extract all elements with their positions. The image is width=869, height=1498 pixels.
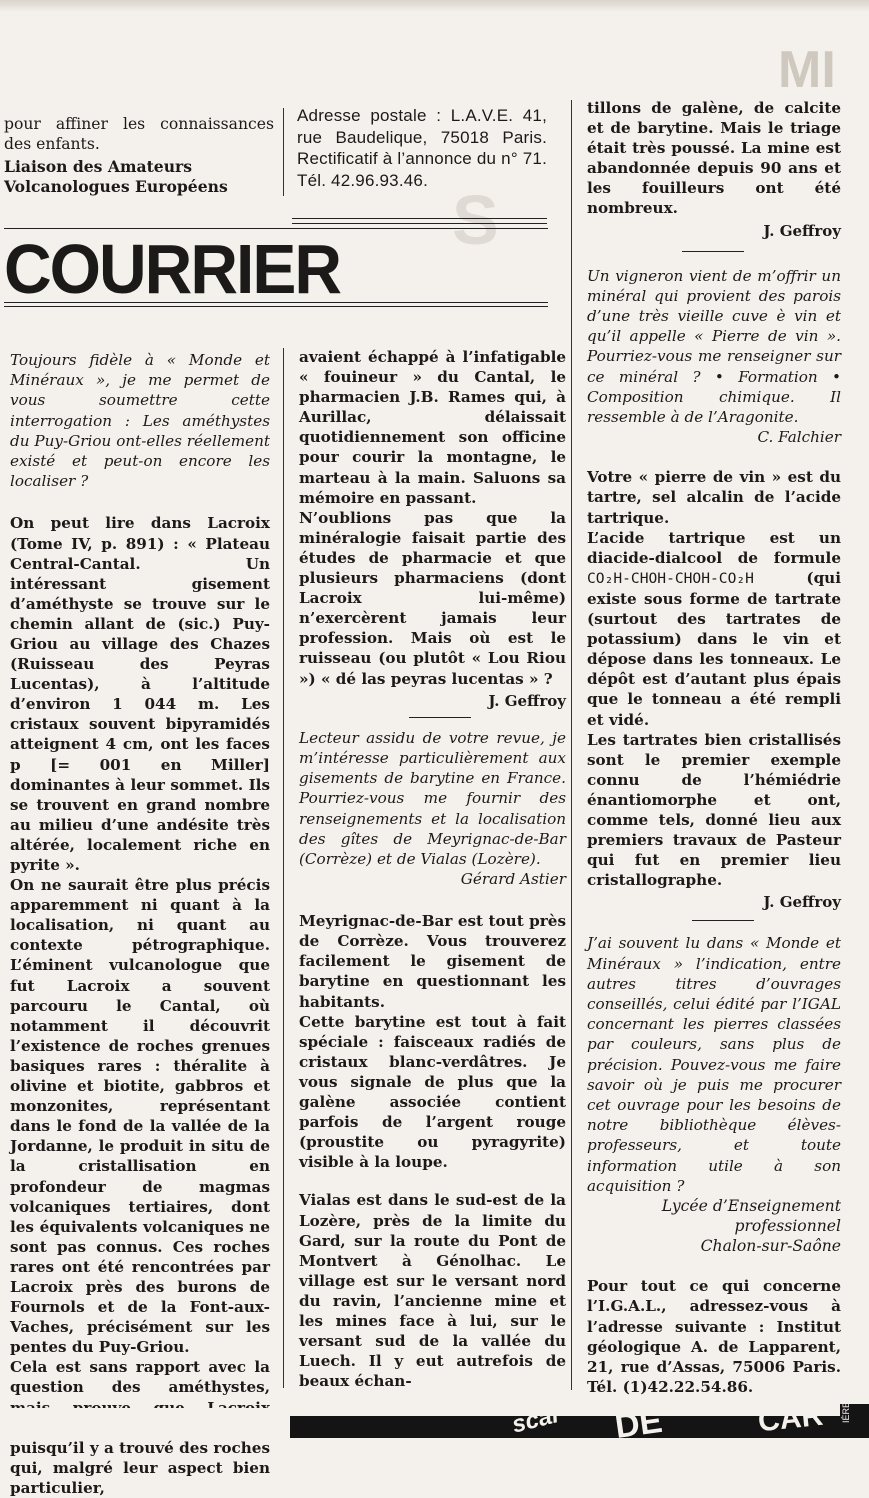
answer-paragraph: Cela est sans rapport avec la question des améthystes, puisqu’il y a trouvé des roches qui, malgré leur aspect bien particulier, <box>10 1358 270 1497</box>
chemical-formula: CO₂H-CHOH-CHOH-CO₂H <box>587 569 754 587</box>
answer-paragraph: On peut lire dans Lacroix (Tome IV, p. 891) : « Plateau Central-Cantal. Un intéressant gisement d’améthyste se trouve sur le chemin allant de (sic.) Puy-Griou au village des Chazes (Ruisseau des Peyras Lucentas), à l’altitude d’environ 1 044 m. Les cristaux souvent bipyramidés atteignent 4 cm, ont les faces p [= 001 en Miller] dominantes à leur sommet. Ils se trouvent en grand nombre au milieu d’une andésite très altérée, localement riche en pyrite ». <box>10 514 270 875</box>
column-rule <box>571 100 572 1390</box>
answer-paragraph: Meyrignac-de-Bar est tout près de Corrèze. Vous trouverez facilement le gisement de barytine en questionnant les habitants. <box>299 912 566 1011</box>
question-signature: Lycée d’Enseignement <box>661 1197 841 1216</box>
bleed-through-mark: S <box>452 181 499 259</box>
answer-text: (qui existe sous forme de tartrate (surtout des tartrates de potassium) dans le vin et dépose dans les tonneaux. Le dépôt est d’autant plus épais que le tonneau a été rempli et vidé. <box>587 568 841 729</box>
column-rule <box>283 348 284 1388</box>
reader-question-amethyst: Toujours fidèle à « Monde et Minéraux », je me permet de vous soumettre cette interrogation : Les améthystes du Puy-Griou ont-elles réellement existé et peut-on encore les localiser ? <box>10 351 270 491</box>
top-left-text-block <box>4 114 274 197</box>
advert-fragment-text: DE <box>612 1401 665 1447</box>
title-rule-bottom <box>4 306 548 307</box>
answer-text: L’acide tartrique est un diacide-dialcool de formule <box>587 528 841 567</box>
column-2 <box>299 347 566 1391</box>
signature: J. Geffroy <box>763 221 841 240</box>
signature: J. Geffroy <box>763 893 841 912</box>
separator-rule <box>409 717 471 718</box>
signature: J. Geffroy <box>488 691 566 710</box>
answer-paragraph: Pour tout ce qui concerne l’I.G.A.L., adressez-vous à l’adresse suivante : Institut géologique A. de Lapparent, 21, rue d’Assas, 75006 Paris. Tél. (1)42.22.54.86. <box>587 1277 841 1396</box>
bleed-through-mark: MI <box>778 41 836 99</box>
top-middle-text-block <box>297 105 547 191</box>
answer-paragraph: Cette barytine est tout à fait spéciale : faisceaux radiés de cristaux blanc-verdâtres. Je vous signale de plus que la galène associée contient parfois de l’argent rouge (proustite ou pyragyrite) visible à la loupe. <box>299 1012 566 1172</box>
answer-paragraph: tillons de galène, de calcite et de barytine. Mais le triage était très poussé. La mine est abandonnée depuis 90 ans et les fouilleurs ont été nombreux. <box>587 99 841 218</box>
reader-question-barytine: Lecteur assidu de votre revue, je m’intéresse particulièrement aux gisements de barytine en France. Pourriez-vous me fournir des renseignements et la localisation des gîtes de Meyrignac-de-Bar (Corrèze) et de Vialas (Lozère). <box>299 728 566 868</box>
separator-rule <box>692 920 754 921</box>
answer-paragraph: avaient échappé à l’infatigable « fouineur » du Cantal, le pharmacien J.B. Rames qui, à Aurillac, délaissait quotidiennement son officine pour courir la montagne, le marteau à la main. Saluons sa mémoire en passant. <box>299 348 566 507</box>
top-left-text: pour affiner les connaissances des enfants. <box>4 115 274 154</box>
reader-question-pierre-de-vin: Un vigneron vient de m’offrir un minéral qui provient des parois d’une très vieille cuve è vin et qu’il appelle « Pierre de vin ». Pourriez-vous me renseigner sur ce minéral ? • Formation • Composition chimique. Il ressemble à de l’Aragonite. <box>587 266 841 427</box>
question-signature: professionnel <box>734 1217 841 1236</box>
section-title: COURRIER <box>4 230 341 308</box>
answer-paragraph-formula <box>587 528 841 730</box>
column-3 <box>587 98 841 1397</box>
answer-paragraph: Les tartrates bien cristallisés sont le premier exemple connu de l’hémiédrie énantiomorphe et ont, comme tels, donné lieu aux premiers travaux de Pasteur qui fut en premier lieu cristallographe. <box>587 730 841 890</box>
column-rule <box>283 108 284 196</box>
question-signature: Gérard Astier <box>460 870 566 889</box>
top-rule <box>292 223 547 224</box>
column-1 <box>10 350 270 1498</box>
answer-paragraph: Vialas est dans le sud-est de la Lozère, près de la limite du Gard, sur la route du Pont de Montvert à Génolhac. Le village est sur le versant nord du ravin, l’ancienne mine et les mines face à lui, sur le versant sud de la vallée du Luech. Il y eut autrefois de beaux échan- <box>299 1191 566 1391</box>
answer-paragraph: On ne saurait être plus précis apparemment ni quant à la localisation, ni quant au contexte pétrographique. L’éminent vulcanologue que fut Lacroix a souvent parcouru le Cantal, où notamment il découvrit l’existence de roches grenues basiques rares : théralite à olivine et biotite, gabbros et monzonites, représentant dans le fond de la vallée de la Jordanne, le produit in situ de la cristallisation en profondeur de magmas volcaniques tertiaires, dont les équivalents volcaniques ne sont pas connus. Ces roches rares ont été rencontrées par Lacroix près des burons de Fournols et de la Font-aux-Vaches, précisément sur les pentes du Puy-Griou. <box>10 876 270 1357</box>
top-rule <box>292 218 547 219</box>
reader-question-igal: J’ai souvent lu dans « Monde et Minéraux » l’indication, entre autres titres d’ouvrages conseillés, celui édité par l’IGAL concernant les pierres classées par couleurs, sans plus de précision. Pouvez-vous me faire savoir où je puis me procurer cet ouvrage pour les besoins de notre bibliothèque élèves-professeurs, et toute information utile à son acquisition ? <box>587 934 841 1195</box>
separator-rule <box>682 251 744 252</box>
top-middle-text: Adresse postale : L.A.V.E. 41, rue Baudelique, 75018 Paris. Rectificatif à l’annonce du n° 71. Tél. 42.96.93.46. <box>297 106 547 190</box>
advert-fragment-text: CAR <box>756 1398 825 1439</box>
advert-fragment-text: scar <box>509 1400 564 1439</box>
question-signature: C. Falchier <box>757 428 841 447</box>
title-rule-bottom <box>4 302 548 303</box>
page-top-edge <box>0 0 869 12</box>
answer-paragraph: Votre « pierre de vin » est du tartre, sel alcalin de l’acide tartrique. <box>587 468 841 527</box>
answer-paragraph: N’oublions pas que la minéralogie faisait partie des études de pharmacie et que plusieurs pharmaciens (dont Lacroix lui-même) n’exercèrent jamais leur profession. Mais où est le ruisseau (ou plutôt « Lou Riou ») « dé las peyras lucentas » ? <box>299 508 566 688</box>
top-left-signature: Liaison des Amateurs Volcanologues Européens <box>4 157 228 197</box>
side-tab-text: IÈRE <box>841 1401 851 1423</box>
question-signature: Chalon-sur-Saône <box>700 1237 841 1256</box>
